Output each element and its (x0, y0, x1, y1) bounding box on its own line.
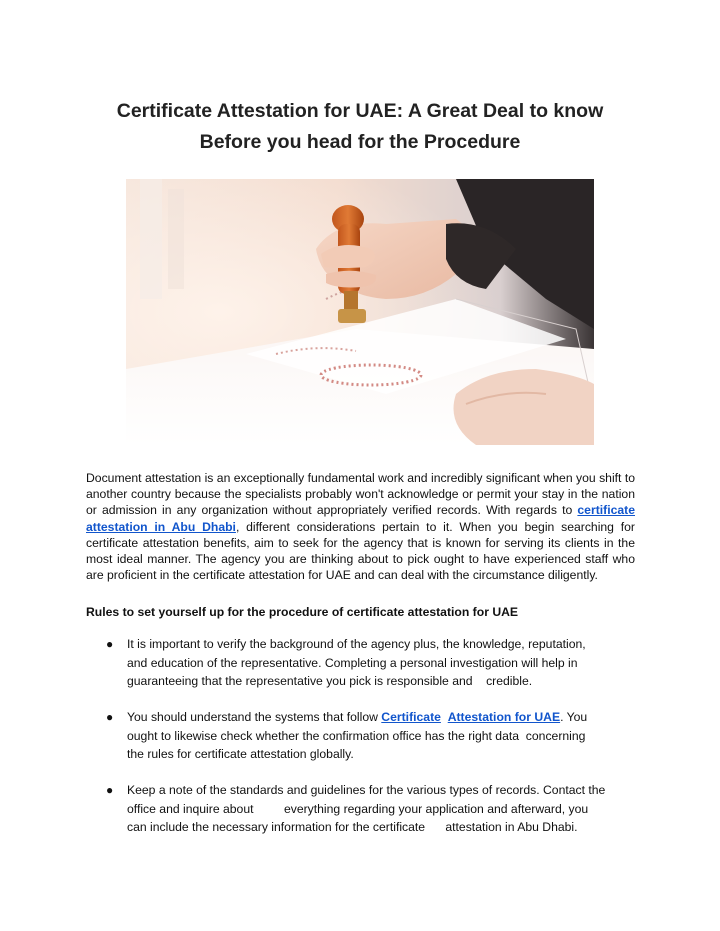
bullet-1-line-3: guaranteeing that the representative you pick is responsible and credible. (127, 674, 533, 688)
list-item (86, 708, 646, 764)
title-line-2: Before you head for the Procedure (199, 131, 521, 153)
certificate-link[interactable]: Certificate (381, 710, 441, 724)
stamp-photo (126, 179, 594, 445)
bullet-2-text-after-link: . You (560, 710, 588, 724)
bullet-icon: ● (106, 710, 114, 724)
bullet-3-line-1: Keep a note of the standards and guidelines for the various types of records. Contact the (127, 783, 606, 797)
bullet-1-line-2: and education of the representative. Completing a personal investigation will help in (127, 655, 578, 670)
bullet-icon: ● (106, 783, 114, 797)
bullet-1-line-1: It is important to verify the background of the agency plus, the knowledge, reputation, (127, 637, 586, 651)
list-item (86, 781, 646, 837)
intro-text-after-link: , different considerations pertain to it. When you begin searching for certificate attestation benefits, aim to seek for the agency that is known for serving its clients in the most ideal manner. The agency you are thinking about to pick ought to have experienced staff who are proficient in the certificate attestation for UAE and can deal with the circumstance diligently. (86, 519, 635, 583)
bullet-2-line-1 (127, 708, 646, 727)
certificate-attestation-abu-dhabi-link[interactable]: certificate attestation in Abu Dhabi (86, 503, 635, 534)
attestation-for-uae-link[interactable]: Attestation for UAE (447, 710, 561, 724)
rules-list (86, 635, 646, 854)
bullet-icon: ● (106, 637, 114, 651)
bullet-3-line-2: office and inquire about everything regarding your application and afterward, you (127, 801, 589, 816)
bullet-2-line-3: the rules for certificate attestation globally. (127, 747, 354, 761)
intro-text-before-link: Document attestation is an exceptionally fundamental work and incredibly significant when you shift to another country because the specialists probably won't acknowledge or permit your stay in the nation or admission in any organization without appropriately verified records. With regards to (86, 471, 635, 518)
intro-paragraph (86, 470, 635, 583)
rules-subheading: Rules to set yourself up for the procedure of certificate attestation for UAE (86, 605, 519, 619)
bullet-2-text-before-link: You should understand the systems that follow (127, 710, 382, 724)
title-line-1: Certificate Attestation for UAE: A Great Deal to know (116, 100, 604, 122)
page-title (40, 96, 680, 158)
bullet-3-line-3: can include the necessary information for the certificate attestation in Abu Dhabi. (127, 820, 578, 834)
list-item (86, 635, 646, 691)
bullet-2-line-2: ought to likewise check whether the confirmation office has the right data concerning (127, 728, 586, 743)
